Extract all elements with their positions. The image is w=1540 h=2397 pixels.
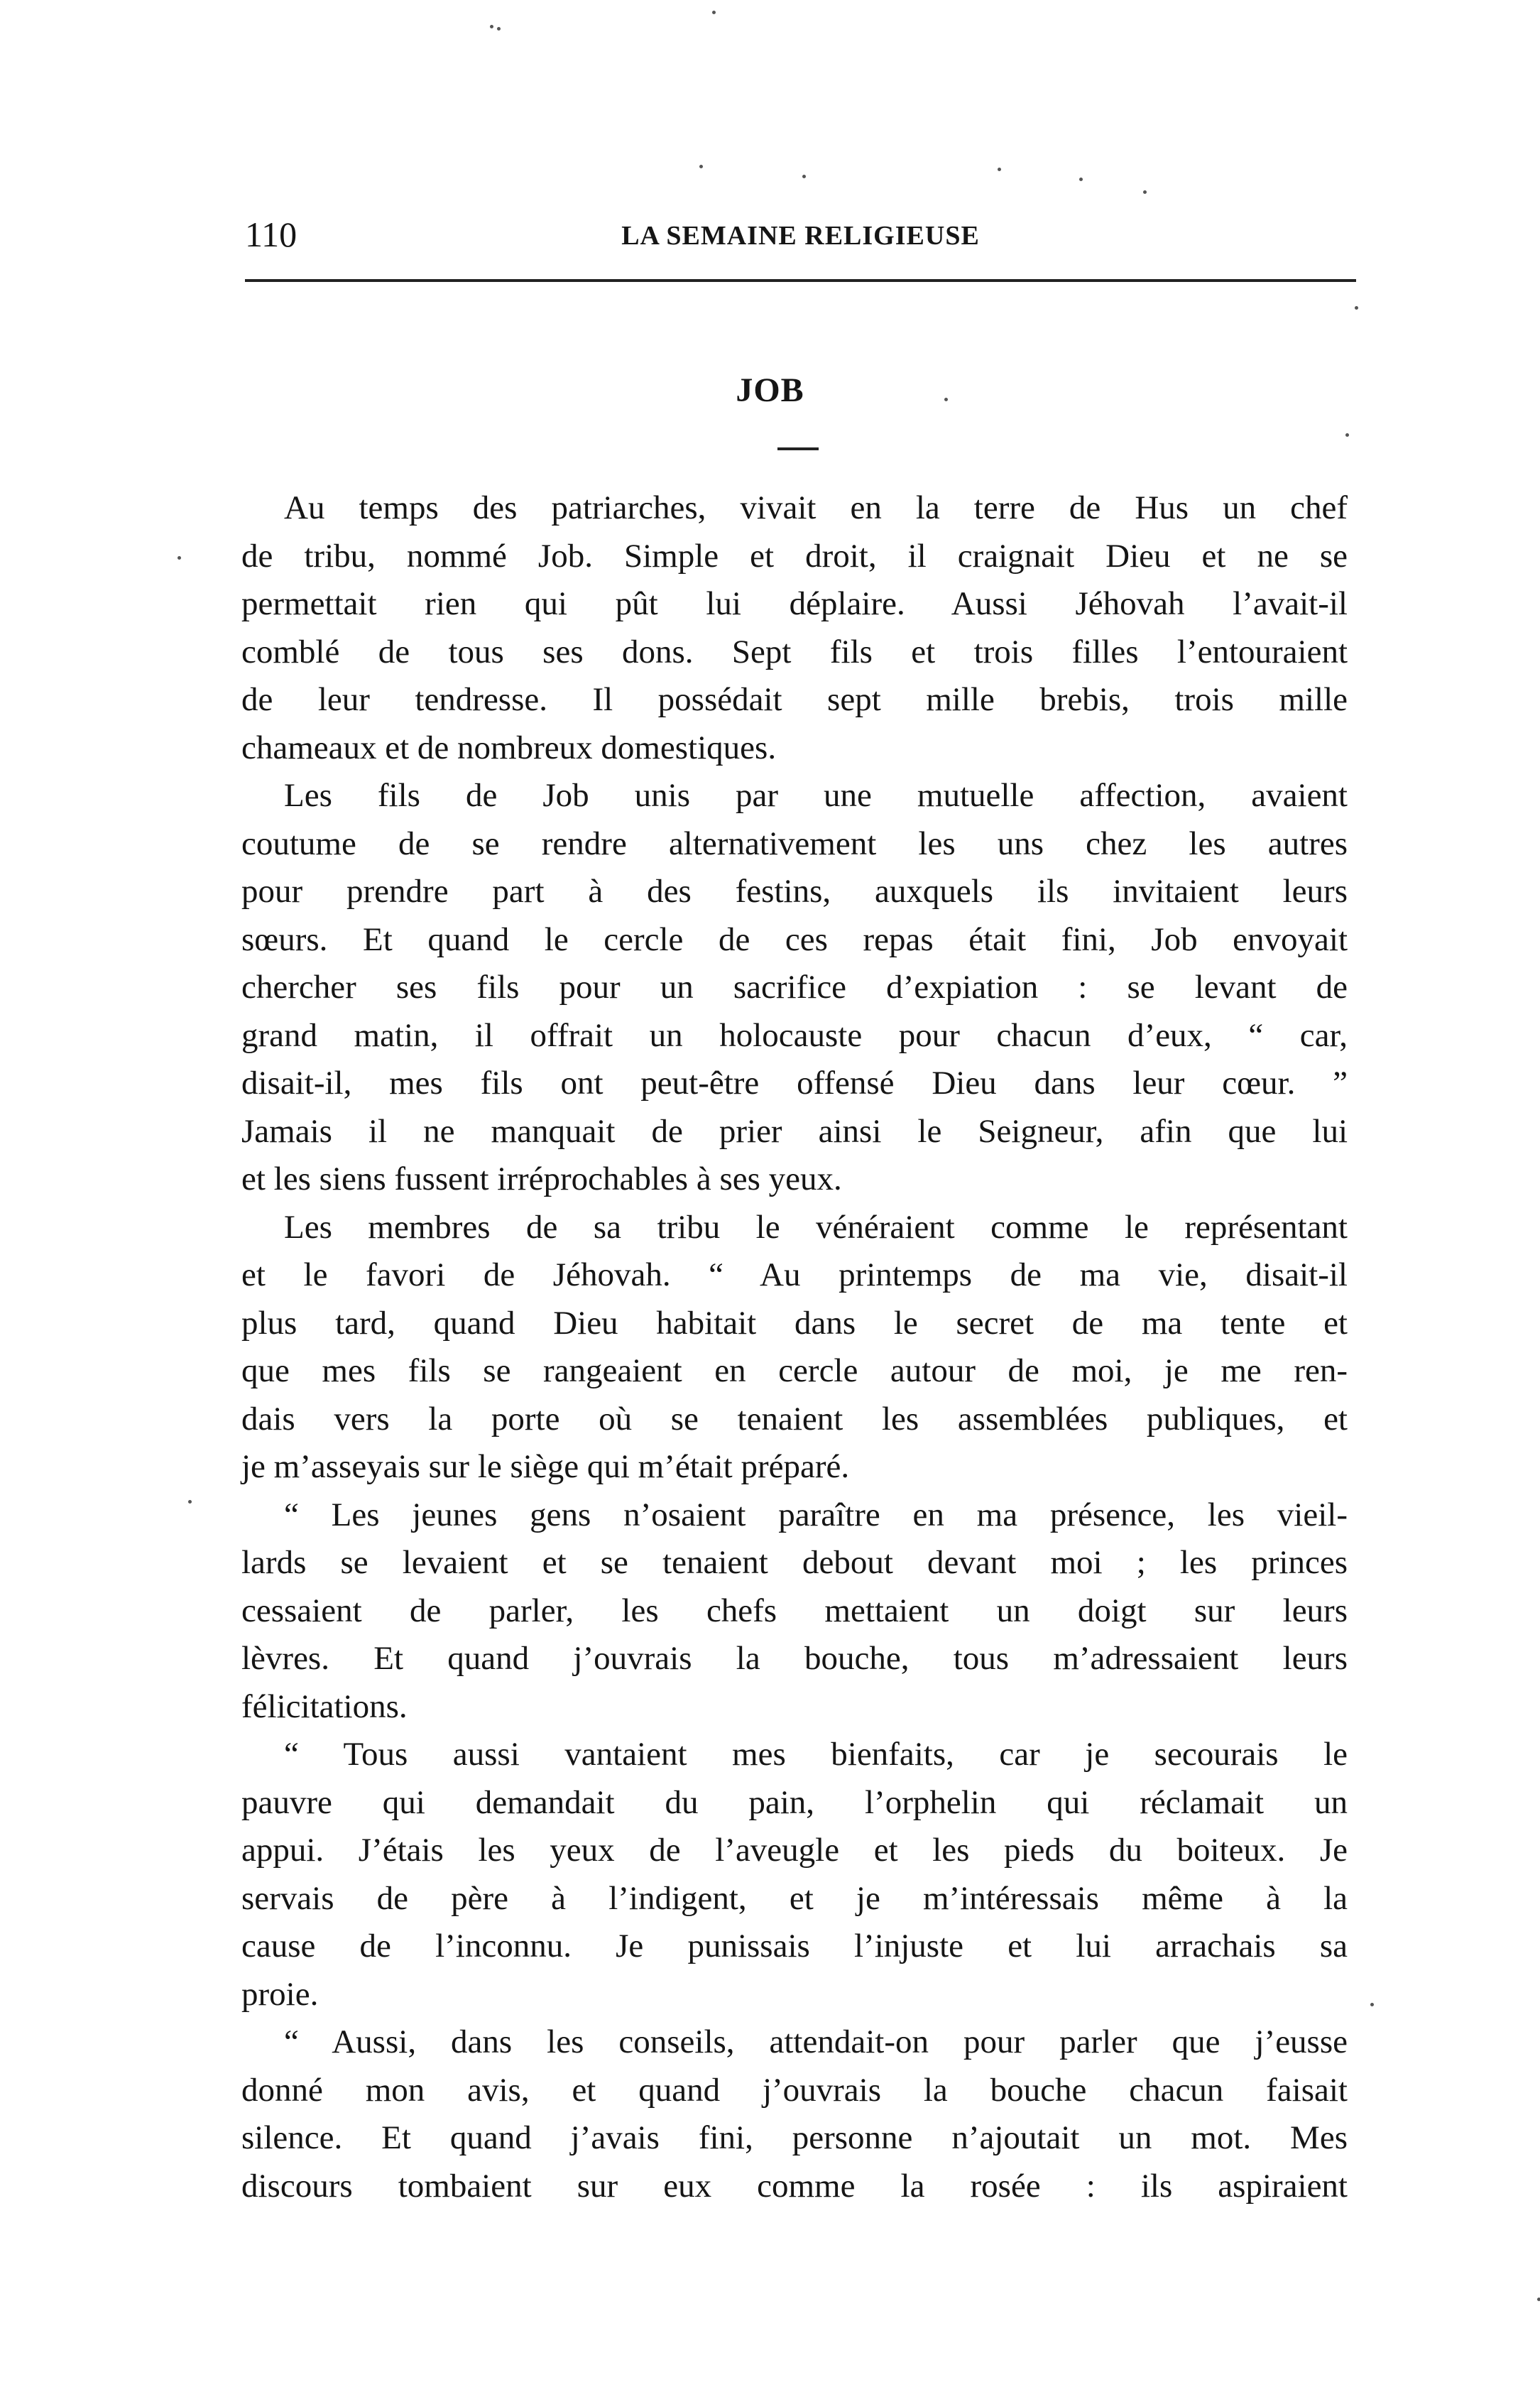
text-line: de leur tendresse. Il possédait sept mille brebis, trois mille: [241, 681, 1348, 718]
title-separator: [777, 447, 819, 450]
text-line: pauvre qui demandait du pain, l’orphelin qui réclamait un: [241, 1783, 1348, 1821]
text-line: lèvres. Et quand j’ouvrais la bouche, tous m’adressaient leurs: [241, 1640, 1348, 1677]
text-line: Les membres de sa tribu le vénéraient comme le représentant: [284, 1208, 1348, 1246]
text-line: “ Aussi, dans les conseils, attendait-on pour parler que j’eusse: [284, 2023, 1348, 2060]
journal-title: LA SEMAINE RELIGIEUSE: [621, 221, 980, 251]
text-line: Les fils de Job unis par une mutuelle affection, avaient: [284, 777, 1348, 814]
text-line: que mes fils se rangeaient en cercle autour de moi, je me ren-: [241, 1352, 1348, 1389]
text-line: de tribu, nommé Job. Simple et droit, il craignait Dieu et ne se: [241, 537, 1348, 575]
text-line: et les siens fussent irréprochables à ses yeux.: [241, 1161, 842, 1197]
text-line: chameaux et de nombreux domestiques.: [241, 729, 777, 766]
text-line: cause de l’inconnu. Je punissais l’injuste et lui arrachais sa: [241, 1928, 1348, 1964]
text-line: je m’asseyais sur le siège qui m’était préparé.: [241, 1448, 850, 1485]
page-number: 110: [245, 214, 297, 254]
text-line: proie.: [241, 1975, 319, 2013]
article-body: [241, 484, 1348, 2210]
text-line: pour prendre part à des festins, auxquels ils invitaient leurs: [241, 873, 1348, 910]
text-line: discours tombaient sur eux comme la rosée : ils aspiraient: [241, 2167, 1348, 2205]
text-line: donné mon avis, et quand j’ouvrais la bouche chacun faisait: [241, 2071, 1348, 2109]
text-line: “ Les jeunes gens n’osaient paraître en ma présence, les vieil-: [284, 1496, 1348, 1533]
text-line: “ Tous aussi vantaient mes bienfaits, car je secourais le: [284, 1736, 1348, 1773]
text-line: sœurs. Et quand le cercle de ces repas était fini, Job envoyait: [241, 920, 1348, 958]
text-line: appui. J’étais les yeux de l’aveugle et les pieds du boiteux. Je: [241, 1832, 1348, 1869]
article-title: JOB: [736, 371, 804, 409]
header-rule: [245, 279, 1356, 282]
text-line: permettait rien qui pût lui déplaire. Aussi Jéhovah l’avait-il: [241, 585, 1348, 622]
running-head: [245, 213, 1356, 256]
text-line: silence. Et quand j’avais fini, personne n’ajoutait un mot. Mes: [241, 2119, 1348, 2156]
text-line: cessaient de parler, les chefs mettaient un doigt sur leurs: [241, 1592, 1348, 1629]
text-line: disait-il, mes fils ont peut-être offensé Dieu dans leur cœur. ”: [241, 1065, 1348, 1102]
text-line: chercher ses fils pour un sacrifice d’expiation : se levant de: [241, 969, 1348, 1006]
text-line: félicitations.: [241, 1687, 408, 1725]
text-line: coutume de se rendre alternativement les uns chez les autres: [241, 825, 1348, 862]
text-line: Jamais il ne manquait de prier ainsi le Seigneur, afin que lui: [241, 1112, 1348, 1150]
text-line: grand matin, il offrait un holocauste pour chacun d’eux, “ car,: [241, 1016, 1348, 1054]
text-line: servais de père à l’indigent, et je m’intéressais même à la: [241, 1879, 1348, 1917]
text-line: et le favori de Jéhovah. “ Au printemps de ma vie, disait-il: [241, 1256, 1348, 1293]
text-line: Au temps des patriarches, vivait en la terre de Hus un chef: [284, 489, 1348, 526]
text-line: lards se levaient et se tenaient debout devant moi ; les princes: [241, 1544, 1348, 1581]
text-line: dais vers la porte où se tenaient les assemblées publiques, et: [241, 1400, 1348, 1437]
text-line: comblé de tous ses dons. Sept fils et trois filles l’entouraient: [241, 633, 1348, 670]
text-line: plus tard, quand Dieu habitait dans le secret de ma tente et: [241, 1304, 1348, 1342]
